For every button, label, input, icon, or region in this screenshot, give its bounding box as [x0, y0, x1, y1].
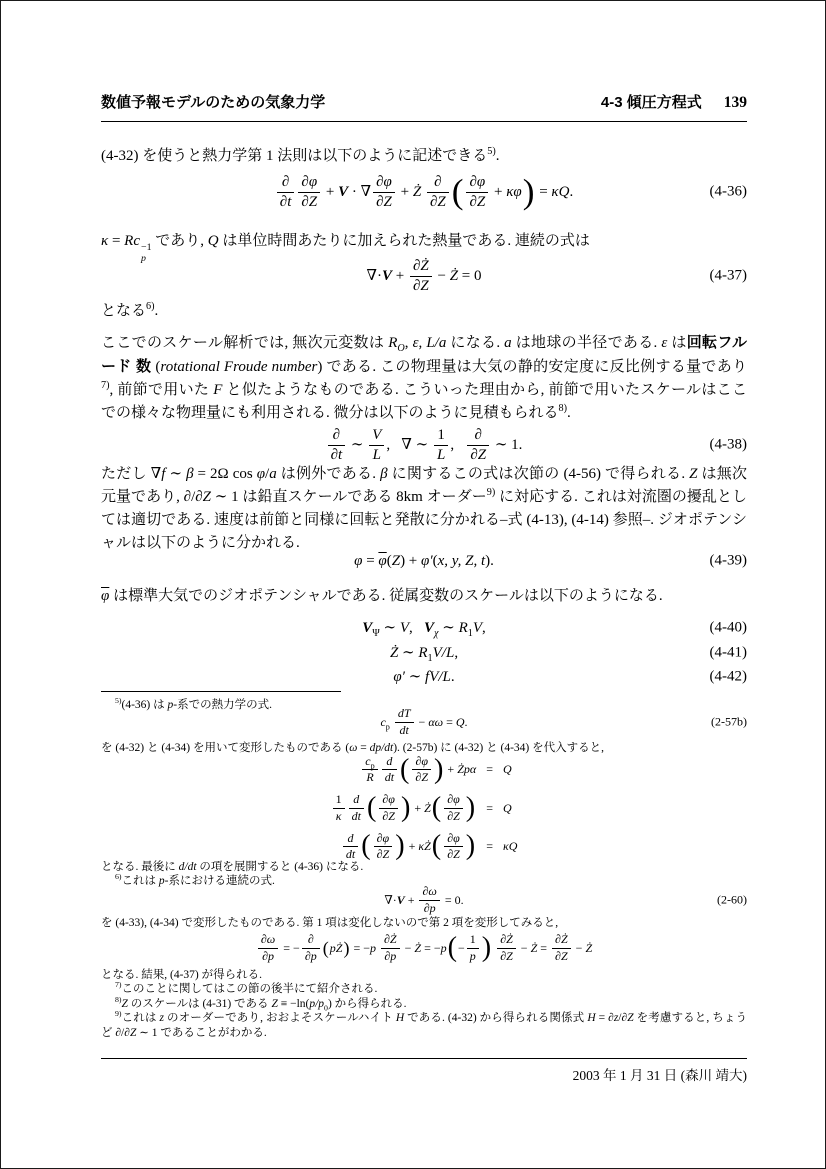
footnote-6-text-1: $^{6)}$これは p-系における連続の式. [115, 872, 275, 887]
footnote-6-text-2: を (4-33), (4-34) で変形したものである. 第 1 項は変化しないので第 2 項を変形してみると, [101, 917, 559, 929]
footnote-6-equation [101, 930, 747, 966]
math-text: + Ż [411, 800, 431, 815]
footnote-8-text: $^{8)}$Z のスケールは (4-31) である $Z \equiv -\ln(p/p_0)$ から得られる. [115, 995, 407, 1013]
equation-label: (4-36) [709, 183, 747, 200]
math-text: $c_p$ [380, 714, 390, 731]
math-paren: ( [431, 830, 442, 862]
header-right [601, 91, 747, 114]
math-text: − [458, 940, 465, 955]
math-paren: ) [395, 830, 405, 862]
math-text: + Ż [396, 183, 422, 200]
equation-label: (4-42) [709, 668, 747, 685]
math-fraction: $\frac{\partial Ż}{\partial Z}$ [410, 258, 432, 294]
math-paren: ) [343, 938, 350, 958]
math-text: − Ż = 0 [433, 267, 482, 284]
math-fraction: $\frac{\partial Ż}{\partial p}$ [381, 933, 400, 962]
equals-sign: = [486, 762, 493, 777]
math-paren: ( [447, 931, 458, 963]
equation-4-38 [101, 423, 747, 467]
math-expression: Q [502, 762, 512, 777]
math-fraction: $\frac{\partial}{\partial t}$ [277, 174, 295, 210]
math-paren: ( [322, 938, 329, 958]
math-paren: ) [400, 791, 411, 823]
equation-label: (4-40) [709, 619, 747, 636]
math-text: pŻ [329, 940, 343, 955]
math-fraction: $\frac{dT}{dt}$ [395, 707, 414, 736]
page-header [101, 91, 747, 122]
math-fraction: $\frac{1}{\kappa}$ [333, 793, 345, 822]
math-fraction: $\frac{\partial}{\partial Z}$ [467, 427, 489, 463]
math-fraction: $\frac{\partial\omega}{\partial p}$ [419, 885, 439, 914]
math-text: + Żpα [444, 762, 477, 777]
math-text: = 0. [441, 892, 464, 907]
math-fraction: $\frac{\partial\varphi}{\partial Z}$ [444, 832, 463, 861]
math-expression [367, 258, 482, 294]
math-paren: ) [481, 931, 492, 963]
footnote-5-text-2: を (4-32) と (4-34) を用いて変形したものである (ω = dp/dt). (2-57b) に (4-32) と (4-34) を代入すると, [101, 742, 604, 754]
math-expression [275, 174, 573, 210]
math-text [492, 937, 495, 960]
math-fraction: $\frac{\partial\omega}{\partial p}$ [258, 933, 278, 962]
footer-rule [101, 1058, 747, 1059]
equation-4-41 [101, 640, 747, 666]
math-text: $V_\Psi$ ∼ V, $V_\chi$ ∼ $R_1V$, [362, 619, 486, 639]
math-paren: ( [366, 791, 377, 823]
math-paren: ( [361, 830, 371, 862]
math-text: , [450, 436, 466, 453]
math-fraction: $\frac{d}{dt}$ [343, 832, 358, 861]
equals-sign: = [486, 838, 493, 853]
equation-label: (4-41) [709, 644, 747, 661]
page-number: 139 [723, 94, 747, 111]
paragraph-5: ただし ∇f ∼ β = 2Ω cos φ/a は例外である. β に関するこの式は次節の (4-56) で得られる. Z は無次元量であり, ∂/∂Z ∼ 1 は鉛直スケールである 8km オーダー$^{9)}$ に対応する. これは対流圏の擾乱としては適切である. 速度は前節と同様に回転と発散に分かれる–式 (4-13), (4-14) 参照–. ジオポテンシャルは以下のように分かれる. [101, 466, 747, 551]
math-fraction: $\frac{\partial Ż}{\partial Z}$ [497, 933, 516, 962]
math-expression [390, 642, 458, 665]
footnote-rule [101, 691, 341, 692]
footer-date: 2003 年 1 月 31 日 (森川 靖大) [572, 1068, 747, 1083]
footnote-9-text: $^{9)}$これは z のオーダーであり, おおよそスケールハイト H である. (4-32) から得られる関係式 H = ∂z/∂Z を考慮すると, ちょうど ∂/∂Z ∼ 1 であることがわかる. [101, 1009, 748, 1039]
math-fraction: $\frac{\partial}{\partial p}$ [302, 933, 320, 962]
footnote-5-text-3: となる. 最後に d/dt の項を展開すると (4-36) になる. [101, 861, 364, 873]
math-expression [331, 793, 477, 822]
math-fraction: $\frac{\partial}{\partial Z}$ [427, 174, 449, 210]
math-fraction: $\frac{\partial Ż}{\partial Z}$ [552, 933, 571, 962]
math-fraction: $\frac{V}{L}$ [369, 427, 384, 463]
math-fraction: $\frac{\partial\varphi}{\partial Z}$ [444, 793, 463, 822]
equation-4-39 [101, 548, 747, 574]
paragraph-1: (4-32) を使うと熱力学第 1 法則は以下のように記述できる$^{5)}$. [101, 146, 500, 164]
math-expression [384, 885, 463, 914]
math-fraction: $\frac{\partial\varphi}{\partial Z}$ [298, 174, 320, 210]
math-fraction: $\frac{\partial\varphi}{\partial Z}$ [412, 755, 431, 784]
math-expression: κQ [502, 838, 518, 853]
math-fraction: $\frac{1}{p}$ [467, 933, 479, 962]
math-expression [380, 707, 467, 736]
math-expression: Q [502, 800, 512, 815]
paragraph-3: となる$^{6)}$. [101, 301, 159, 319]
paragraph-2: κ = Rc −1 p であり, Q は単位時間あたりに加えられた熱量である. 連続の式は [101, 233, 590, 264]
math-fraction: $\frac{\partial\varphi}{\partial Z}$ [379, 793, 398, 822]
math-text: φ′ ∼ fV/L. [393, 668, 455, 685]
math-text: = − [280, 940, 300, 955]
footnote-6-text-3: となる. 結果, (4-37) が得られる. [101, 969, 262, 981]
equation-4-36 [101, 164, 747, 220]
math-text: − Ż = −p [401, 940, 447, 955]
equation-label: (2-60) [717, 892, 747, 907]
footnote-5-aligned-equations [101, 753, 747, 862]
math-text: $\varphi = \overline{\varphi}(Z) + \varphi'(x$, y, Z, t). [354, 552, 494, 569]
math-fraction: $\frac{\partial\varphi}{\partial Z}$ [374, 832, 393, 861]
equals-sign: = [486, 800, 493, 815]
aligned-grid [331, 755, 518, 861]
math-fraction: $\frac{1}{L}$ [434, 427, 448, 463]
equation-label: (4-39) [709, 552, 747, 569]
math-expression [393, 666, 454, 689]
math-paren: ( [431, 791, 442, 823]
math-text: , ∇ ∼ [386, 436, 432, 453]
math-expression [256, 933, 592, 962]
equation-2-60 [101, 885, 747, 915]
math-paren: ( [451, 172, 464, 212]
math-text: ∇·V + [366, 267, 408, 284]
math-text: + V · ∇ [322, 183, 372, 200]
paragraph-4: ここでのスケール解析では, 無次元変数は $R_O$, ε, L/a になる. a は地球の半径である. ε は回転フルード 数 (rotational Froude number) である. この物理量は大気の静的安定度に反比例する量であり$^{7)}$, 前節で用いた F と似たようなものである. こういった理由から, 前節で用いたスケールはここでの様々な物理量にも利用される. 微分は以下のように見積もられる$^{8)}$. [101, 334, 748, 421]
math-text: = κQ. [535, 183, 574, 200]
math-text: − Ż = [517, 940, 551, 955]
math-paren: ) [522, 172, 535, 212]
math-text: = −p [350, 940, 376, 955]
document-title: 数値予報モデルのための気象力学 [101, 94, 326, 111]
math-text: ∇·V + [384, 892, 418, 907]
math-expression [341, 832, 476, 861]
math-fraction: $\frac{d}{dt}$ [382, 755, 397, 784]
math-fraction: $\frac{\partial}{\partial t}$ [328, 427, 346, 463]
paragraph-6: $\overline{\varphi}$ は標準大気でのジオポテンシャルである. 従属変数のスケールは以下のようになる. [101, 588, 663, 604]
math-text: Ż ∼ $R_1V/L$, [389, 644, 459, 664]
math-text: + κŻ [405, 838, 431, 853]
equation-4-40 [101, 615, 747, 641]
equation-label: (2-57b) [711, 714, 747, 729]
math-text: − Ż [572, 940, 593, 955]
math-paren: ) [465, 791, 476, 823]
math-paren: ) [434, 753, 444, 785]
equation-label: (4-38) [709, 436, 747, 453]
equation-2-57b [101, 706, 747, 738]
equation-4-42 [101, 664, 747, 690]
math-fraction: $\frac{c_p}{R}$ [362, 755, 377, 784]
math-text: ∼ 1. [491, 436, 523, 453]
math-expression [362, 617, 486, 640]
equation-4-37 [101, 252, 747, 300]
math-expression [354, 550, 494, 573]
footnote-7-text: $^{7)}$このことに関してはこの節の後半にて紹介される. [115, 980, 378, 995]
math-fraction: $\frac{\partial\varphi}{\partial Z}$ [466, 174, 488, 210]
math-text: ∼ [347, 436, 368, 453]
math-text: − αω = Q. [415, 714, 468, 729]
math-paren: ( [400, 753, 410, 785]
math-text: + κφ [490, 183, 522, 200]
section-title: 4-3 傾圧方程式 [600, 94, 702, 111]
footnote-5-text-1: $^{5)}$(4-36) は p-系での熱力学の式. [115, 696, 272, 711]
equation-label: (4-37) [709, 267, 747, 284]
math-fraction: $\frac{\partial\varphi}{\partial Z}$ [373, 174, 395, 210]
math-expression [326, 427, 523, 463]
math-paren: ) [465, 830, 476, 862]
math-expression [360, 755, 476, 784]
math-fraction: $\frac{d}{dt}$ [349, 793, 364, 822]
